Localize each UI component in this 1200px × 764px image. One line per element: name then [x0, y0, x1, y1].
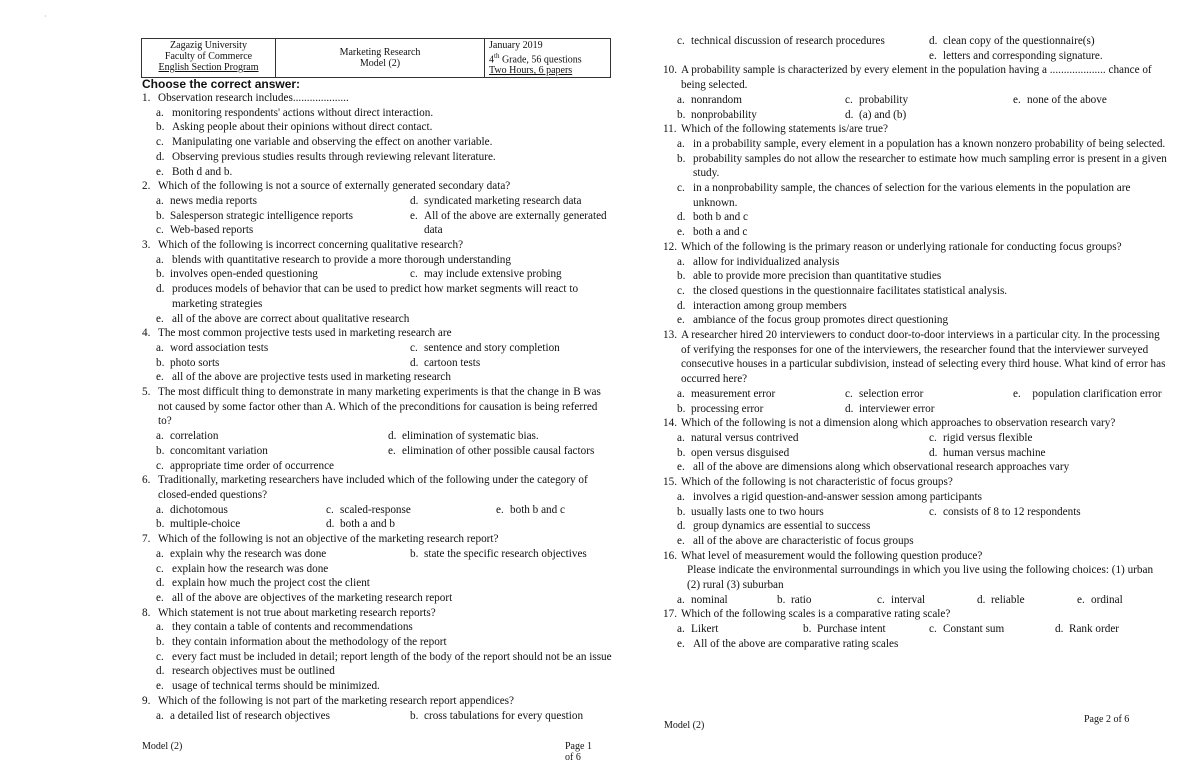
option-b[interactable]: b. photo sorts	[156, 356, 220, 369]
option-c[interactable]: c. Manipulating one variable and observing the effect on another variable.	[156, 136, 493, 149]
option-a[interactable]: a. they contain a table of contents and recommendations	[156, 621, 413, 634]
model-name: Model (2)	[359, 58, 401, 70]
option-a[interactable]: a. involves a rigid question-and-answer session among participants	[677, 490, 982, 503]
question-text: Which of the following is not an objective of the marketing research report?	[158, 533, 499, 546]
option-b[interactable]: b. nonprobability	[677, 108, 757, 121]
option-e[interactable]: e. ambiance of the focus group promotes direct questioning	[677, 314, 949, 327]
page-2	[600, 0, 1200, 764]
option-e[interactable]: e. both b and c	[496, 503, 565, 516]
option-c[interactable]: c. rigid versus flexible	[929, 431, 1033, 444]
question-8	[142, 606, 612, 694]
option-e[interactable]: e. all of the above are characteristic of focus groups	[677, 534, 914, 547]
option-e[interactable]: e. usage of technical terms should be minimized.	[156, 680, 380, 693]
option-a[interactable]: a. explain why the research was done	[156, 547, 327, 560]
option-b[interactable]: b. usually lasts one to two hours	[677, 505, 824, 518]
option-b[interactable]: b. involves open-ended questioning	[156, 268, 318, 281]
option-c[interactable]: c. probability	[845, 93, 909, 106]
question-text: A probability sample is characterized by every element in the population having a .................... chance of being selected.	[681, 64, 1152, 92]
option-b[interactable]: b. open versus disguised	[677, 446, 790, 459]
option-d[interactable]: d. Observing previous studies results through reviewing relevant literature.	[156, 150, 496, 163]
option-a[interactable]: a. natural versus contrived	[677, 431, 799, 444]
question-text: Which of the following scales is a comparative rating scale?	[681, 608, 951, 621]
question-text: The most difficult thing to demonstrate in many marketing experiments is that the change in B was not caused by some factor other than A. Which of the preconditions for causation is being referred to?	[158, 386, 601, 428]
option-c[interactable]: c. sentence and story completion	[410, 341, 560, 354]
question-15	[663, 475, 1167, 549]
question-number: 1.	[142, 92, 151, 104]
option-d[interactable]: d. both a and b	[326, 518, 395, 531]
option-d[interactable]: d. produces models of behavior that can be used to predict how market segments will react to marketing strategies	[156, 283, 579, 310]
option-e[interactable]: e. all of the above are dimensions along which observational research approaches vary	[677, 461, 1070, 474]
option-a[interactable]: a. measurement error	[677, 387, 776, 400]
question-number: 6.	[142, 474, 151, 487]
option-b[interactable]: b. concomitant variation	[156, 444, 268, 457]
question-number: 11.	[663, 123, 677, 136]
option-b[interactable]: b. multiple-choice	[156, 518, 241, 531]
question-text: What level of measurement would the following question produce?	[681, 549, 983, 562]
option-d[interactable]: d. cartoon tests	[410, 356, 481, 369]
question-number: 9.	[142, 694, 151, 707]
question-text: Which of the following is not a dimension along which approaches to observation research vary?	[681, 417, 1116, 430]
option-c[interactable]: c. appropriate time order of occurrence	[156, 459, 334, 472]
option-c[interactable]: c. selection error	[845, 387, 924, 400]
option-d[interactable]: d. syndicated marketing research data	[410, 194, 582, 207]
option-a[interactable]: a. correlation	[156, 430, 219, 443]
option-e[interactable]: e. All of the above are externally generated data	[410, 209, 607, 237]
program-name: English Section Program	[158, 62, 259, 73]
option-b[interactable]: b. they contain information about the methodology of the report	[156, 636, 447, 649]
option-c[interactable]: c. interval	[877, 593, 926, 606]
option-d[interactable]: d. both b and c	[677, 211, 748, 224]
question-text: A researcher hired 20 interviewers to conduct door-to-door interviews in a particular city. In the processing of verifying the responses for one of the interviewers, the researcher found that the interviewer surveyed consecutive houses in a particular subdivision, instead of selecting every third house. What kind of error has occurred here?	[681, 329, 1166, 386]
option-b[interactable]: b. cross tabulations for every question	[410, 709, 584, 722]
question-14	[663, 416, 1167, 475]
option-d[interactable]: d. reliable	[977, 593, 1025, 606]
question-number: 5.	[142, 386, 151, 399]
option-c[interactable]: c. may include extensive probing	[410, 268, 562, 281]
option-a[interactable]: a. nominal	[677, 593, 728, 606]
question-number: 8.	[142, 606, 151, 619]
option-d[interactable]: d. interviewer error	[845, 402, 935, 415]
footer-page-number: Page 1 of 6	[565, 741, 592, 763]
option-e[interactable]: e. All of the above are comparative rating scales	[677, 637, 899, 650]
option-d[interactable]: d. human versus machine	[929, 446, 1046, 459]
option-d[interactable]: d. explain how much the project cost the client	[156, 577, 370, 590]
option-d[interactable]: d. research objectives must be outlined	[156, 665, 335, 678]
option-c[interactable]: c. scaled-response	[326, 503, 411, 516]
header-subject	[276, 39, 485, 78]
question-17	[663, 607, 1167, 651]
option-a[interactable]: a. allow for individualized analysis	[677, 255, 840, 268]
option-b[interactable]: b. state the specific research objectives	[410, 547, 587, 560]
left-questions	[142, 78, 612, 723]
option-a[interactable]: a. dichotomous	[156, 503, 228, 516]
question-text: Which of the following is the primary reason or underlying rationale for conducting focus groups?	[681, 240, 1122, 253]
option-e[interactable]: e. Both d and b.	[156, 165, 233, 178]
question-number: 16.	[663, 549, 677, 562]
grade-suffix: th	[494, 52, 500, 60]
option-c[interactable]: c. technical discussion of research procedures	[677, 35, 885, 47]
option-e[interactable]: e. letters and corresponding signature.	[929, 49, 1103, 62]
question-text: Which of the following is not part of the marketing research report appendices?	[158, 694, 515, 707]
subject-name: Marketing Research	[339, 47, 421, 59]
option-e[interactable]: e. both a and c	[677, 226, 748, 239]
question-7	[142, 532, 612, 606]
exam-header	[141, 38, 611, 78]
option-e[interactable]: e. all of the above are correct about qualitative research	[156, 312, 410, 325]
option-c[interactable]: c. in a nonprobability sample, the chances of selection for the various elements in the population are unknown.	[677, 182, 1131, 209]
question-text: Which statement is not true about marketing research reports?	[158, 606, 436, 619]
question-1	[142, 91, 612, 179]
exam-date: January 2019	[489, 40, 543, 51]
question-number: 3.	[142, 239, 151, 252]
question-number: 10.	[663, 64, 677, 77]
question-number: 13.	[663, 329, 677, 342]
question-9-continued	[677, 34, 1167, 63]
option-c[interactable]: c. the closed questions in the questionnaire facilitates statistical analysis.	[677, 284, 1008, 297]
option-b[interactable]: b. Salesperson strategic intelligence reports	[156, 209, 353, 222]
option-b[interactable]: b. able to provide more precision than quantitative studies	[677, 270, 942, 283]
question-3	[142, 238, 612, 326]
question-4	[142, 326, 612, 385]
question-number: 15.	[663, 476, 677, 489]
header-exam-info	[485, 39, 611, 78]
option-a[interactable]: a. Likert	[677, 623, 719, 636]
question-number: 14.	[663, 417, 677, 430]
option-a[interactable]: a. word association tests	[156, 341, 269, 354]
question-12	[663, 240, 1167, 328]
question-number: 4.	[142, 327, 151, 340]
option-b[interactable]: b. processing error	[677, 402, 764, 415]
grade-number: 4	[489, 54, 494, 66]
option-c[interactable]: c. Constant sum	[929, 623, 1005, 636]
option-a[interactable]: a. a detailed list of research objectives	[156, 709, 330, 722]
option-d[interactable]: d. elimination of systematic bias.	[388, 430, 539, 443]
question-text: Which of the following is not a source of externally generated secondary data?	[158, 180, 511, 193]
exam-grade	[489, 51, 606, 65]
option-c[interactable]: c. every fact must be included in detail; report length of the body of the report should not be an issue	[156, 650, 612, 663]
footer-model: Model (2)	[142, 741, 183, 752]
option-d[interactable]: d. interaction among group members	[677, 299, 847, 312]
question-2	[142, 179, 612, 238]
option-a[interactable]: a. monitoring respondents' actions without direct interaction.	[156, 106, 434, 119]
option-a[interactable]: a. in a probability sample, every element in a population has a known nonzero probability of being selected.	[677, 137, 1166, 150]
option-e[interactable]: e. all of the above are projective tests used in marketing research	[156, 371, 451, 384]
question-prompt: Please indicate the environmental surroundings in which you live using the following choices: (1) urban (2) rural (3) suburban	[687, 564, 1154, 592]
option-e[interactable]: e. all of the above are objectives of the marketing research report	[156, 591, 453, 604]
question-16	[663, 549, 1167, 608]
question-9	[142, 694, 612, 723]
option-d[interactable]: d. clean copy of the questionnaire(s)	[929, 35, 1095, 47]
option-a[interactable]: a. blends with quantitative research to provide a more thorough understanding	[156, 253, 511, 266]
question-5	[142, 385, 612, 473]
question-text: Which of the following is not characteristic of focus groups?	[681, 476, 953, 489]
question-number: 7.	[142, 533, 151, 546]
option-c[interactable]: c. consists of 8 to 12 respondents	[929, 505, 1081, 518]
question-text: Observation research includes....................	[158, 92, 349, 104]
university-name: Zagazig University	[170, 40, 247, 51]
right-questions	[663, 34, 1167, 652]
question-11	[663, 122, 1167, 240]
option-e[interactable]: e. elimination of other possible causal factors	[388, 444, 595, 457]
option-b[interactable]: b. ratio	[777, 593, 812, 606]
question-number: 12.	[663, 240, 677, 253]
option-c[interactable]: c. explain how the research was done	[156, 562, 329, 575]
question-number: 2.	[142, 180, 151, 193]
footer-model: Model (2)	[664, 720, 705, 731]
question-number: 17.	[663, 608, 677, 621]
question-13	[663, 328, 1167, 416]
option-a[interactable]: a. nonrandom	[677, 93, 742, 106]
option-d[interactable]: d. group dynamics are essential to success	[677, 520, 871, 533]
question-10	[663, 63, 1167, 122]
exam-duration: Two Hours, 6 papers	[489, 65, 573, 77]
option-b[interactable]: b. probability samples do not allow the researcher to estimate how much sampling error is present in a given study.	[677, 152, 1167, 180]
question-text: The most common projective tests used in marketing research are	[158, 327, 452, 340]
option-b[interactable]: b. Purchase intent	[803, 623, 886, 636]
scan-mark: ·	[44, 12, 47, 21]
option-e[interactable]: e. none of the above	[1013, 93, 1107, 106]
question-6	[142, 473, 612, 532]
option-b[interactable]: b. Asking people about their opinions without direct contact.	[156, 121, 433, 134]
option-d[interactable]: d. (a) and (b)	[845, 108, 907, 121]
question-text: Which of the following statements is/are true?	[681, 123, 888, 136]
grade-text: Grade, 56 questions	[499, 54, 582, 66]
option-e[interactable]: e. population clarification error	[1013, 387, 1162, 400]
option-a[interactable]: a. news media reports	[156, 194, 257, 207]
option-c[interactable]: c. Web-based reports	[156, 224, 254, 237]
option-d[interactable]: d. Rank order	[1055, 623, 1120, 636]
faculty-name: Faculty of Commerce	[164, 51, 253, 62]
instruction: Choose the correct answer:	[142, 77, 301, 91]
question-text: Traditionally, marketing researchers have included which of the following under the category of closed-ended questions?	[158, 474, 588, 501]
question-text: Which of the following is incorrect concerning qualitative research?	[158, 239, 464, 252]
header-institution	[142, 39, 276, 78]
option-e[interactable]: e. ordinal	[1077, 593, 1123, 606]
footer-page-number: Page 2 of 6	[1084, 714, 1130, 725]
